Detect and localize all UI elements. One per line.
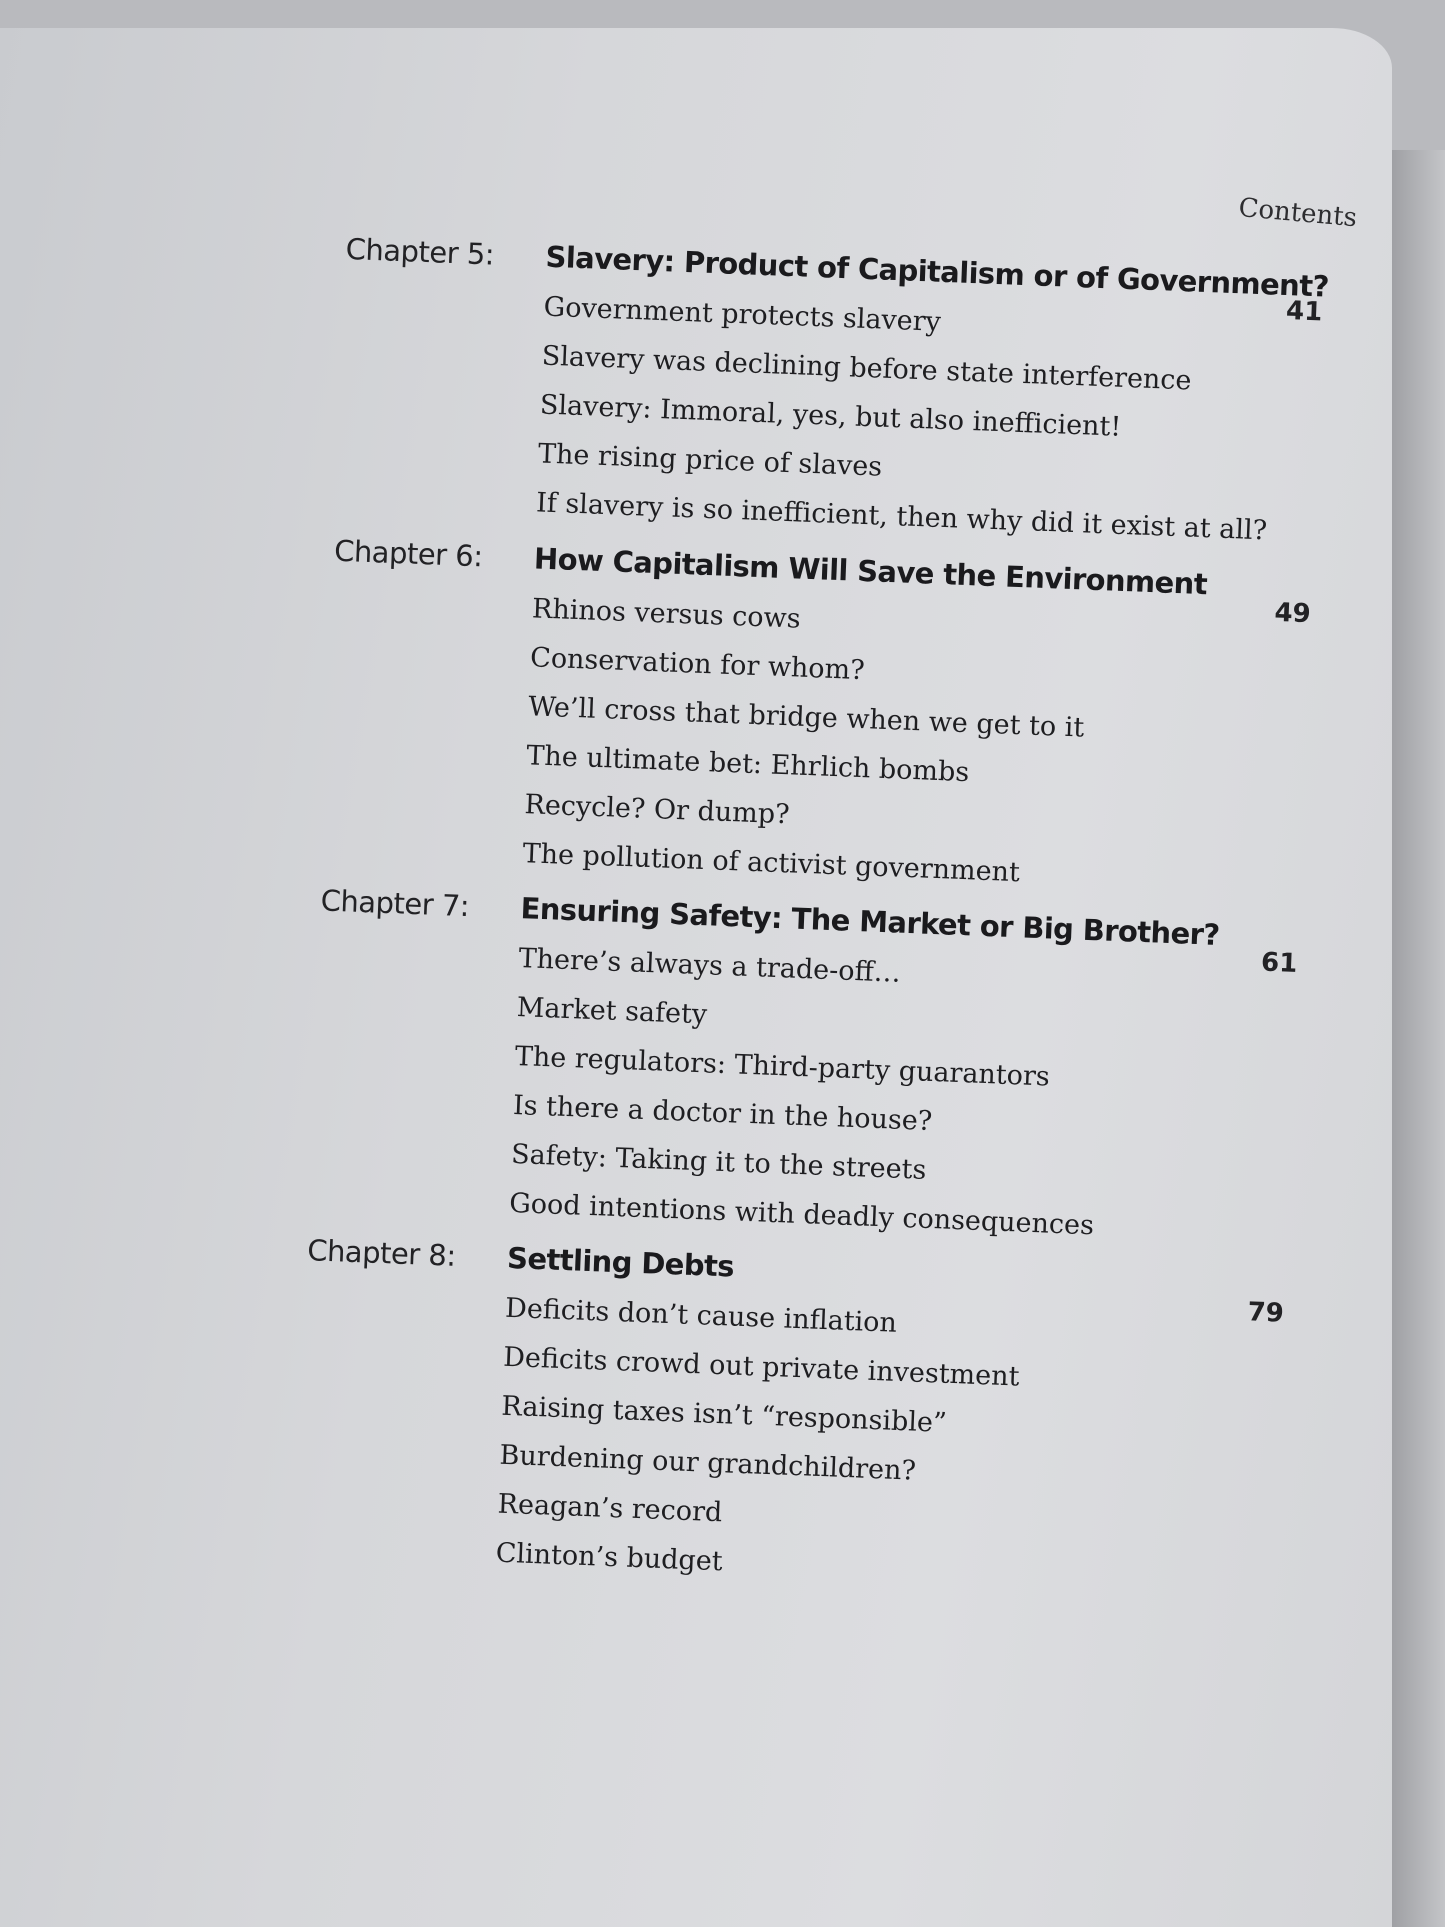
chapter-title: Ensuring Safety: The Market or Big Brother?: [519, 891, 1221, 952]
chapter-title: Slavery: Product of Capitalism or of Government?: [545, 239, 1330, 304]
section-list: [535, 288, 1275, 561]
section-item: Slavery: Immoral, yes, but also inefficient!: [539, 389, 1122, 443]
chapter-label: Chapter 6:: [333, 533, 484, 574]
section-item: Conservation for whom?: [529, 642, 866, 687]
section-item: Clinton’s budget: [495, 1537, 724, 1578]
chapter-page-number: 49: [1273, 597, 1312, 630]
section-item: Is there a doctor in the house?: [512, 1089, 933, 1138]
section-item: Raising taxes isn’t “responsible”: [500, 1390, 948, 1439]
chapter-page-number: 79: [1247, 1297, 1285, 1329]
section-item: The ultimate bet: Ehrlich bombs: [525, 740, 970, 789]
chapter-label: Chapter 7:: [320, 883, 470, 924]
table-of-contents: [0, 28, 1392, 1927]
section-list: [522, 589, 1089, 904]
section-item: Deficits don’t cause inflation: [504, 1292, 898, 1339]
section-item: Rhinos versus cows: [531, 593, 802, 635]
section-item: Deficits crowd out private investment: [502, 1341, 1020, 1393]
next-page-edge: [1392, 150, 1445, 1927]
section-item: Burdening our grandchildren?: [499, 1439, 917, 1487]
section-item: Reagan’s record: [497, 1488, 723, 1529]
section-item: Good intentions with deadly consequences: [508, 1187, 1095, 1242]
section-item: Government protects slavery: [543, 291, 942, 338]
chapter-title: Settling Debts: [506, 1240, 735, 1284]
section-item: The rising price of slaves: [537, 438, 883, 483]
section-list: [508, 939, 1104, 1255]
section-item: Recycle? Or dump?: [524, 789, 791, 831]
section-item: If slavery is so inefficient, then why did it exist at all?: [535, 487, 1268, 547]
section-item: There’s always a trade-off…: [518, 943, 902, 989]
chapter-page-number: 41: [1285, 296, 1323, 328]
chapter-page-number: 61: [1260, 947, 1298, 979]
chapter-5-entry: [27, 220, 1392, 547]
section-list: [495, 1289, 1022, 1603]
section-item: Slavery was declining before state interference: [541, 340, 1193, 397]
section-item: Safety: Taking it to the streets: [510, 1138, 927, 1186]
section-item: The regulators: Third-party guarantors: [514, 1041, 1051, 1093]
section-item: Market safety: [516, 992, 708, 1031]
chapter-label: Chapter 5:: [345, 231, 495, 272]
chapter-label: Chapter 8:: [306, 1233, 457, 1273]
section-item: The pollution of activist government: [522, 838, 1021, 889]
book-page: [0, 28, 1392, 1927]
running-head: Contents: [1237, 193, 1359, 234]
chapter-title: How Capitalism Will Save the Environment: [533, 541, 1208, 602]
section-item: We’ll cross that bridge when we get to it: [527, 691, 1085, 744]
